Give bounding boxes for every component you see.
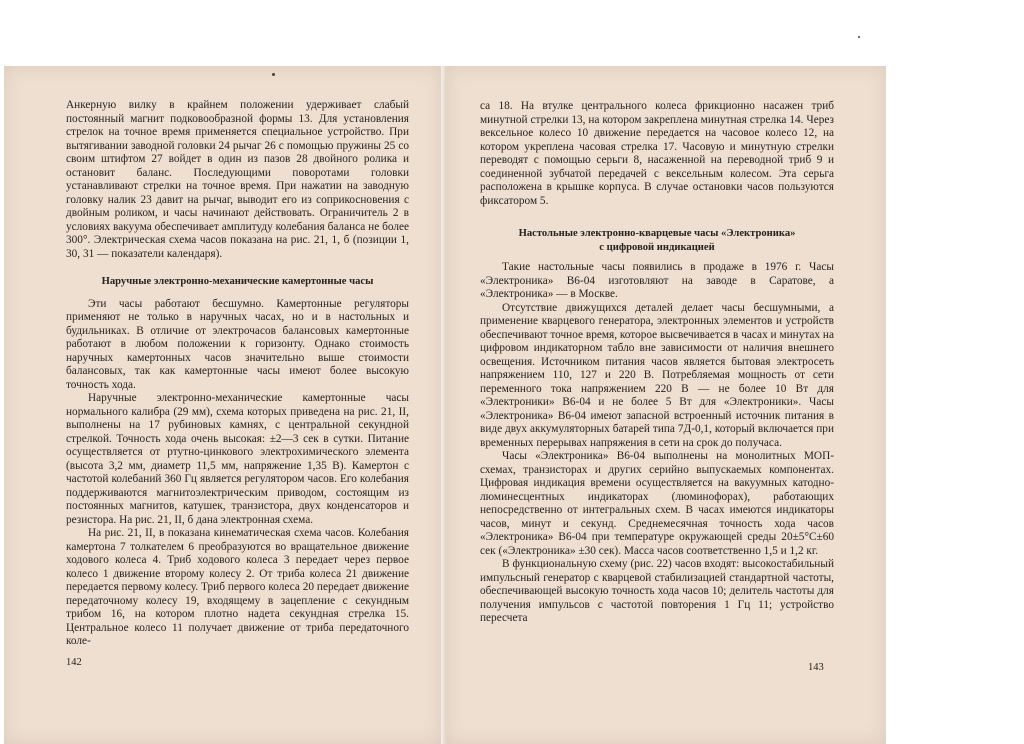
right-page-number: 143 <box>808 662 824 673</box>
right-section-heading-line1: Настольные электронно-кварцевые часы «Электроника» <box>518 228 796 239</box>
right-page <box>446 66 886 744</box>
right-page-text <box>480 100 834 626</box>
left-page-number: 142 <box>66 657 82 668</box>
right-paragraph-1: са 18. На втулке центрального колеса фрикционно насажен триб минутной стрелки 13, на котором закреплена минутная стрелка 14. Через вексельное колесо 10 движение передается на часовое колесо 12, на котором укреплена часовая стрелка 17. Часовую и минутную стрелки переводят с помощью серьги 8, насаженной на переводной триб 9 и соединенной зубчатой передачей с вексельным колесом. Эта серьга расположена в крышке корпуса. В случае остановки часов пользуются фиксатором 5. <box>480 100 834 207</box>
left-page-text <box>66 99 409 649</box>
right-paragraph-2: Такие настольные часы появились в продаже в 1976 г. Часы «Электроника» В6-04 изготовляют на заводе в Саратове, а «Электроника» — в Москве. <box>480 261 834 300</box>
right-paragraph-3: Отсутствие движущихся деталей делает часы бесшумными, а применение кварцевого генератора, электронных элементов и устройств обеспечивают точное время, которое высвечивается в часах и минутах на цифровом индикаторном табло вне зависимости от наличия внешнего освещения. Источником питания часов является бытовая электросеть напряжением 110, 127 и 220 В. Потребляемая мощность от сети переменного тока напряжением 220 В — не более 10 Вт для «Электроники» В6-04 и не более 5 Вт для «Электроники». Часы «Электроника» В6-04 имеют запасной встроенный источник питания в виде двух аккумуляторных батарей типа 7Д-0,1, который включается при временных перерывах напряжения в сети на срок до получаса. <box>480 301 834 449</box>
left-paragraph-4: На рис. 21, II, в показана кинематическая схема часов. Колебания камертона 7 толкателем 6 преобразуются во вращательное движение ходового колеса 4. Триб ходового колеса 3 передает через первое колесо 1 движение второму колесу 2. От триба колеса 21 движение передается первому колесу. Триб первого колеса 20 передает движение передаточному колесу 19, входящему в зацепление с секундным трибом 16, на котором плотно надета секундная стрелка 15. Центральное колесо 11 получает движение от триба передаточного коле- <box>66 527 409 647</box>
left-section-heading: Наручные электронно-механические камертонные часы <box>101 276 374 287</box>
paper-speck <box>272 73 275 76</box>
left-paragraph-1: Анкерную вилку в крайнем положении удерживает слабый постоянный магнит подковообразной формы 13. Для установления стрелок на точное время применяется специальное устройство. При вытягивании заводной головки 24 рычаг 26 с помощью пружины 25 со своим штифтом 27 войдет в один из пазов 28 двойного ролика и остановит баланс. Последующими поворотами головки устанавливают стрелки на точное время. При нажатии на заводную головку налик 23 давит на рычаг, выводит его из соприкосновения с двойным роликом, и часы начинают действовать. Ограничитель 2 в условиях вакуума обеспечивает амплитуду колебания баланса не более 300°. Электрическая схема часов показана на рис. 21, 1, б (позиции 1, 30, 31 — показатели календаря). <box>66 99 409 260</box>
left-paragraph-2: Эти часы работают бесшумно. Камертонные регуляторы применяют не только в наручных часах, но и в настольных и будильниках. В отличие от электрочасов балансовых камертонные работают в любом положении к горизонту. Однако стоимость наручных камертонных часов значительно выше стоимости балансовых, так как камертонные часы имеют более высокую точность хода. <box>66 297 409 391</box>
left-paragraph-3: Наручные электронно-механические камертонные часы нормального калибра (29 мм), схема которых приведена на рис. 21, II, выполнены на 17 рубиновых камнях, с центральной секундной стрелкой. Точность хода очень высокая: ±2—3 сек в сутки. Питание осуществляется от ртутно-цинкового электрохимического элемента (высота 3,2 мм, диаметр 11,5 мм, напряжение 1,35 В). Камертон с частотой колебаний 360 Гц является регулятором часов. Его колебания поддерживаются магнитоэлектрическим приводом, состоящим из постоянных магнитов, катушек, транзистора, двух конденсаторов и резистора. На рис. 21, II, б дана электронная схема. <box>66 392 409 526</box>
right-section-heading-line2: с цифровой индикацией <box>599 241 715 253</box>
left-page <box>4 66 441 744</box>
scanner-speck <box>858 36 860 38</box>
right-paragraph-5: В функциональную схему (рис. 22) часов входят: высокостабильный импульсный генератор с кварцевой стабилизацией стандартной частоты, обеспечивающей высокую точность хода часов 10; делитель частоты для получения импульсов с частотой повторения 1 Гц 11; устройство пересчета <box>480 558 834 624</box>
right-paragraph-4: Часы «Электроника» В6-04 выполнены на монолитных МОП-схемах, транзисторах и других серийно выпускаемых компонентах. Цифровая индикация времени осуществляется на вакуумных катодно-люминесцентных индикаторах (люминофорах), работающих непосредственно от интегральных схем. В часах имеются индикаторы часов, минут и секунд. Среднемесячная точность хода часов «Электроника» В6-04 при температуре окружающей среды 20±5°С±60 сек («Электроника» ±30 сек). Масса часов соответственно 1,5 и 1,2 кг. <box>480 450 834 557</box>
